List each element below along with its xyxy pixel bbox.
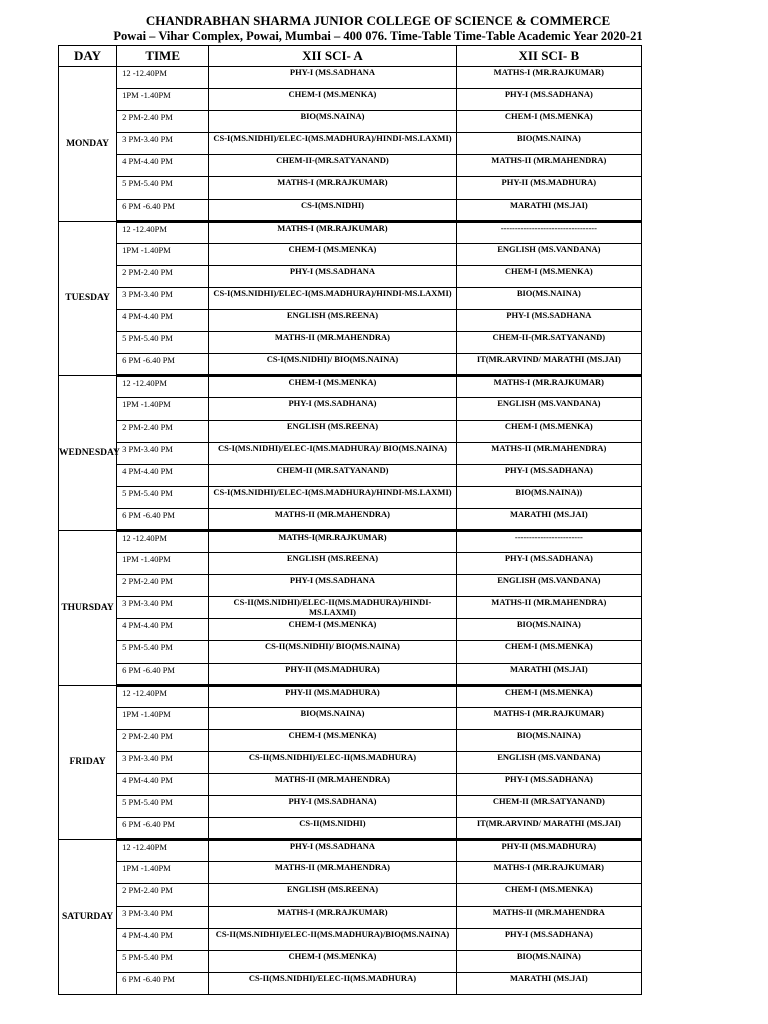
- table-row: [59, 221, 642, 243]
- time-cell: 1PM -1.40PM: [117, 398, 209, 420]
- table-row: [59, 530, 642, 552]
- table-row: [59, 818, 642, 840]
- time-cell: 2 PM-2.40 PM: [117, 265, 209, 287]
- table-row: [59, 310, 642, 332]
- table-row: [59, 177, 642, 199]
- table-row: [59, 332, 642, 354]
- table-row: [59, 774, 642, 796]
- sci-a-cell: ENGLISH (MS.REENA): [209, 884, 456, 906]
- sci-b-cell: ENGLISH (MS.VANDANA): [456, 575, 641, 597]
- sci-b-cell: BIO(MS.NAINA): [456, 619, 641, 641]
- time-cell: 6 PM -6.40 PM: [117, 508, 209, 530]
- table-row: [59, 89, 642, 111]
- time-cell: 5 PM-5.40 PM: [117, 796, 209, 818]
- sci-b-cell: CHEM-I (MS.MENKA): [456, 641, 641, 663]
- table-row: [59, 553, 642, 575]
- sci-b-cell: MARATHI (MS.JAI): [456, 972, 641, 994]
- table-row: [59, 663, 642, 685]
- table-row: [59, 420, 642, 442]
- sci-b-cell: PHY-II (MS.MADHURA): [456, 840, 641, 862]
- time-cell: 6 PM -6.40 PM: [117, 354, 209, 376]
- sci-b-cell: PHY-I (MS.SADHANA): [456, 464, 641, 486]
- day-cell: TUESDAY: [59, 221, 117, 376]
- sci-a-cell: ENGLISH (MS.REENA): [209, 420, 456, 442]
- time-cell: 5 PM-5.40 PM: [117, 177, 209, 199]
- time-cell: 5 PM-5.40 PM: [117, 486, 209, 508]
- sci-a-cell: MATHS-I(MR.RAJKUMAR): [209, 530, 456, 552]
- sci-b-cell: CHEM-II (MR.SATYANAND): [456, 796, 641, 818]
- sci-a-cell: PHY-I (MS.SADHANA: [209, 265, 456, 287]
- table-row: [59, 442, 642, 464]
- sci-a-cell: CS-I(MS.NIDHI): [209, 199, 456, 221]
- table-row: [59, 508, 642, 530]
- time-cell: 4 PM-4.40 PM: [117, 619, 209, 641]
- table-row: [59, 972, 642, 994]
- sci-b-cell: ----------------------------------: [456, 221, 641, 243]
- table-row: [59, 619, 642, 641]
- time-cell: 3 PM-3.40 PM: [117, 751, 209, 773]
- table-row: [59, 486, 642, 508]
- day-cell: WEDNESDAY: [59, 376, 117, 531]
- sci-a-cell: CS-I(MS.NIDHI)/ELEC-I(MS.MADHURA)/HINDI-MS.LAXMI): [209, 133, 456, 155]
- sci-a-cell: CHEM-I (MS.MENKA): [209, 950, 456, 972]
- table-row: [59, 398, 642, 420]
- sci-a-cell: MATHS-I (MR.RAJKUMAR): [209, 177, 456, 199]
- time-cell: 12 -12.40PM: [117, 376, 209, 398]
- sci-a-cell: PHY-II (MS.MADHURA): [209, 663, 456, 685]
- sci-b-cell: BIO(MS.NAINA)): [456, 486, 641, 508]
- time-cell: 2 PM-2.40 PM: [117, 729, 209, 751]
- time-cell: 4 PM-4.40 PM: [117, 464, 209, 486]
- time-cell: 4 PM-4.40 PM: [117, 310, 209, 332]
- sci-b-cell: PHY-I (MS.SADHANA: [456, 310, 641, 332]
- sci-b-cell: MATHS-I (MR.RAJKUMAR): [456, 862, 641, 884]
- sci-a-cell: PHY-II (MS.MADHURA): [209, 685, 456, 707]
- table-row: [59, 862, 642, 884]
- sci-b-cell: CHEM-I (MS.MENKA): [456, 685, 641, 707]
- sci-b-cell: BIO(MS.NAINA): [456, 950, 641, 972]
- sci-a-cell: CS-II(MS.NIDHI)/ELEC-II(MS.MADHURA): [209, 972, 456, 994]
- table-row: [59, 575, 642, 597]
- table-row: [59, 796, 642, 818]
- table-row: [59, 641, 642, 663]
- time-cell: 12 -12.40PM: [117, 221, 209, 243]
- sci-a-cell: MATHS-I (MR.RAJKUMAR): [209, 221, 456, 243]
- table-row: [59, 685, 642, 707]
- sci-b-cell: MATHS-II (MR.MAHENDRA: [456, 906, 641, 928]
- time-cell: 2 PM-2.40 PM: [117, 420, 209, 442]
- sci-a-cell: PHY-I (MS.SADHANA): [209, 398, 456, 420]
- sci-a-cell: CS-II(MS.NIDHI)/ELEC-II(MS.MADHURA)/BIO(MS.NAINA): [209, 928, 456, 950]
- time-cell: 1PM -1.40PM: [117, 243, 209, 265]
- table-row: [59, 597, 642, 619]
- sci-b-cell: CHEM-I (MS.MENKA): [456, 265, 641, 287]
- sci-a-cell: PHY-I (MS.SADHANA: [209, 67, 456, 89]
- day-cell: THURSDAY: [59, 530, 117, 685]
- sci-b-cell: MATHS-I (MR.RAJKUMAR): [456, 376, 641, 398]
- sci-a-cell: CS-I(MS.NIDHI)/ELEC-I(MS.MADHURA)/HINDI-MS.LAXMI): [209, 287, 456, 309]
- sci-a-cell: MATHS-II (MR.MAHENDRA): [209, 508, 456, 530]
- column-header-sci-b: XII SCI- B: [456, 46, 641, 67]
- time-cell: 4 PM-4.40 PM: [117, 155, 209, 177]
- table-row: [59, 928, 642, 950]
- time-cell: 12 -12.40PM: [117, 530, 209, 552]
- sci-a-cell: CS-II(MS.NIDHI)/ELEC-II(MS.MADHURA): [209, 751, 456, 773]
- header-row: [59, 46, 642, 67]
- sci-b-cell: MATHS-II (MR.MAHENDRA): [456, 597, 641, 619]
- sci-a-cell: MATHS-II (MR.MAHENDRA): [209, 774, 456, 796]
- table-row: [59, 376, 642, 398]
- table-row: [59, 884, 642, 906]
- time-cell: 3 PM-3.40 PM: [117, 597, 209, 619]
- table-row: [59, 751, 642, 773]
- time-cell: 1PM -1.40PM: [117, 862, 209, 884]
- table-row: [59, 67, 642, 89]
- table-row: [59, 707, 642, 729]
- table-row: [59, 950, 642, 972]
- sci-a-cell: ENGLISH (MS.REENA): [209, 553, 456, 575]
- sci-a-cell: BIO(MS.NAINA): [209, 111, 456, 133]
- table-row: [59, 287, 642, 309]
- table-row: [59, 265, 642, 287]
- table-row: [59, 354, 642, 376]
- college-subtitle: Powai – Vihar Complex, Powai, Mumbai – 400 076. Time-Table Time-Table Academic Year 2020-21: [113, 29, 643, 43]
- time-cell: 1PM -1.40PM: [117, 89, 209, 111]
- sci-a-cell: CS-I(MS.NIDHI)/ BIO(MS.NAINA): [209, 354, 456, 376]
- time-cell: 5 PM-5.40 PM: [117, 641, 209, 663]
- sci-b-cell: PHY-I (MS.SADHANA): [456, 553, 641, 575]
- sci-a-cell: PHY-I (MS.SADHANA: [209, 575, 456, 597]
- sci-a-cell: MATHS-II (MR.MAHENDRA): [209, 862, 456, 884]
- time-cell: 12 -12.40PM: [117, 67, 209, 89]
- sci-b-cell: PHY-II (MS.MADHURA): [456, 177, 641, 199]
- timetable-body: [59, 67, 642, 995]
- table-row: [59, 133, 642, 155]
- sci-b-cell: BIO(MS.NAINA): [456, 287, 641, 309]
- time-cell: 3 PM-3.40 PM: [117, 906, 209, 928]
- time-cell: 1PM -1.40PM: [117, 707, 209, 729]
- timetable: [58, 45, 642, 995]
- sci-b-cell: MATHS-I (MR.RAJKUMAR): [456, 707, 641, 729]
- table-row: [59, 155, 642, 177]
- sci-b-cell: MARATHI (MS.JAI): [456, 199, 641, 221]
- sci-a-cell: CHEM-II (MR.SATYANAND): [209, 464, 456, 486]
- sci-a-cell: CHEM-I (MS.MENKA): [209, 376, 456, 398]
- sci-b-cell: MATHS-II (MR.MAHENDRA): [456, 155, 641, 177]
- time-cell: 12 -12.40PM: [117, 840, 209, 862]
- time-cell: 6 PM -6.40 PM: [117, 199, 209, 221]
- day-cell: FRIDAY: [59, 685, 117, 840]
- sci-b-cell: BIO(MS.NAINA): [456, 729, 641, 751]
- sci-b-cell: MATHS-I (MR.RAJKUMAR): [456, 67, 641, 89]
- sci-b-cell: PHY-I (MS.SADHANA): [456, 89, 641, 111]
- sci-a-cell: CHEM-II-(MR.SATYANAND): [209, 155, 456, 177]
- sci-b-cell: MARATHI (MS.JAI): [456, 663, 641, 685]
- time-cell: 2 PM-2.40 PM: [117, 575, 209, 597]
- sci-b-cell: PHY-I (MS.SADHANA): [456, 774, 641, 796]
- time-cell: 3 PM-3.40 PM: [117, 442, 209, 464]
- time-cell: 4 PM-4.40 PM: [117, 774, 209, 796]
- sci-a-cell: CHEM-I (MS.MENKA): [209, 243, 456, 265]
- sci-a-cell: CHEM-I (MS.MENKA): [209, 89, 456, 111]
- sci-a-cell: CS-II(MS.NIDHI)/ BIO(MS.NAINA): [209, 641, 456, 663]
- sci-b-cell: MATHS-II (MR.MAHENDRA): [456, 442, 641, 464]
- table-row: [59, 464, 642, 486]
- time-cell: 4 PM-4.40 PM: [117, 928, 209, 950]
- time-cell: 3 PM-3.40 PM: [117, 287, 209, 309]
- sci-b-cell: PHY-I (MS.SADHANA): [456, 928, 641, 950]
- sci-b-cell: MARATHI (MS.JAI): [456, 508, 641, 530]
- time-cell: 6 PM -6.40 PM: [117, 818, 209, 840]
- table-row: [59, 199, 642, 221]
- time-cell: 5 PM-5.40 PM: [117, 950, 209, 972]
- sci-a-cell: CHEM-I (MS.MENKA): [209, 619, 456, 641]
- sci-a-cell: PHY-I (MS.SADHANA): [209, 796, 456, 818]
- table-row: [59, 906, 642, 928]
- sci-b-cell: ENGLISH (MS.VANDANA): [456, 398, 641, 420]
- sci-b-cell: CHEM-II-(MR.SATYANAND): [456, 332, 641, 354]
- day-cell: SATURDAY: [59, 840, 117, 995]
- table-row: [59, 729, 642, 751]
- sci-b-cell: ENGLISH (MS.VANDANA): [456, 751, 641, 773]
- sci-a-cell: CS-I(MS.NIDHI)/ELEC-I(MS.MADHURA)/HINDI-MS.LAXMI): [209, 486, 456, 508]
- sci-b-cell: ------------------------: [456, 530, 641, 552]
- sci-b-cell: CHEM-I (MS.MENKA): [456, 111, 641, 133]
- sci-b-cell: IT(MR.ARVIND/ MARATHI (MS.JAI): [456, 818, 641, 840]
- sci-a-cell: ENGLISH (MS.REENA): [209, 310, 456, 332]
- column-header-day: DAY: [59, 46, 117, 67]
- column-header-sci-a: XII SCI- A: [209, 46, 456, 67]
- time-cell: 3 PM-3.40 PM: [117, 133, 209, 155]
- sci-a-cell: CS-II(MS.NIDHI)/ELEC-II(MS.MADHURA)/HINDI-MS.LAXMI): [209, 597, 456, 619]
- sci-a-cell: BIO(MS.NAINA): [209, 707, 456, 729]
- time-cell: 6 PM -6.40 PM: [117, 663, 209, 685]
- college-title: CHANDRABHAN SHARMA JUNIOR COLLEGE OF SCIENCE & COMMERCE: [145, 13, 611, 28]
- time-cell: 2 PM-2.40 PM: [117, 111, 209, 133]
- sci-b-cell: CHEM-I (MS.MENKA): [456, 420, 641, 442]
- sci-b-cell: CHEM-I (MS.MENKA): [456, 884, 641, 906]
- column-header-time: TIME: [117, 46, 209, 67]
- sci-a-cell: MATHS-I (MR.RAJKUMAR): [209, 906, 456, 928]
- table-row: [59, 243, 642, 265]
- day-cell: MONDAY: [59, 67, 117, 222]
- sci-b-cell: ENGLISH (MS.VANDANA): [456, 243, 641, 265]
- sci-a-cell: CS-II(MS.NIDHI): [209, 818, 456, 840]
- sci-a-cell: CHEM-I (MS.MENKA): [209, 729, 456, 751]
- table-row: [59, 840, 642, 862]
- sci-b-cell: IT(MR.ARVIND/ MARATHI (MS.JAI): [456, 354, 641, 376]
- time-cell: 2 PM-2.40 PM: [117, 884, 209, 906]
- time-cell: 5 PM-5.40 PM: [117, 332, 209, 354]
- time-cell: 1PM -1.40PM: [117, 553, 209, 575]
- sci-b-cell: BIO(MS.NAINA): [456, 133, 641, 155]
- time-cell: 12 -12.40PM: [117, 685, 209, 707]
- sci-a-cell: CS-I(MS.NIDHI)/ELEC-I(MS.MADHURA)/ BIO(MS.NAINA): [209, 442, 456, 464]
- table-row: [59, 111, 642, 133]
- sci-a-cell: MATHS-II (MR.MAHENDRA): [209, 332, 456, 354]
- sci-a-cell: PHY-I (MS.SADHANA: [209, 840, 456, 862]
- time-cell: 6 PM -6.40 PM: [117, 972, 209, 994]
